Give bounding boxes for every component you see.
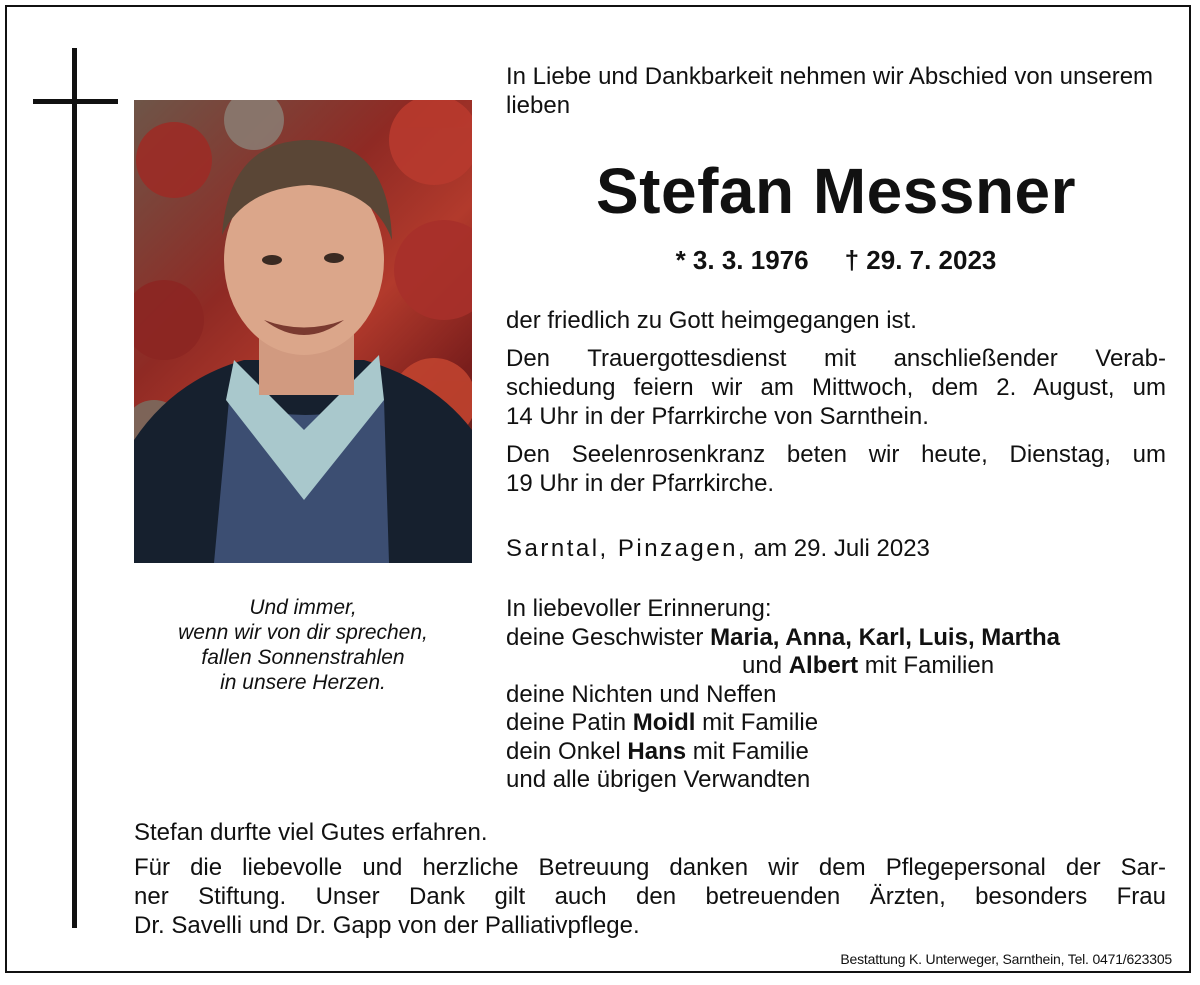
siblings-names: Maria, Anna, Karl, Luis, Martha	[710, 623, 1060, 651]
siblings-prefix: deine Geschwister	[506, 623, 704, 651]
mourners-nieces: deine Nichten und Neffen	[506, 680, 777, 708]
thanks-line: ner Stiftung. Unser Dank gilt auch den betreuenden Ärzten, besonders Frau	[134, 883, 1166, 910]
intro-text: In Liebe und Dankbarkeit nehmen wir Abschied von unserem lieben	[506, 63, 1154, 119]
cross-vertical-bar	[72, 48, 77, 928]
quote-line: wenn wir von dir sprechen,	[178, 621, 428, 644]
thanks-line: Dr. Savelli und Dr. Gapp von der Palliativpflege.	[134, 912, 640, 939]
thanks-line: Für die liebevolle und herzliche Betreuung danken wir dem Pflegepersonal der Sar-	[134, 854, 1166, 881]
cross-horizontal-bar	[33, 99, 118, 104]
service-line: 14 Uhr in der Pfarrkirche von Sarnthein.	[506, 403, 929, 430]
mourners-godmother	[506, 709, 1166, 738]
service-line: Den Trauergottesdienst mit anschließender Verab-	[506, 345, 1166, 372]
thanks-intro: Stefan durfte viel Gutes erfahren.	[134, 819, 488, 846]
mourners-siblings-cont	[506, 652, 1166, 681]
siblings-last: Albert	[788, 652, 859, 679]
uncle-prefix: dein Onkel	[506, 737, 621, 765]
rosary-line: Den Seelenrosenkranz beten wir heute, Dienstag, um	[506, 441, 1166, 468]
thanks-text	[134, 853, 1166, 940]
mourners-heading: In liebevoller Erinnerung:	[506, 595, 772, 622]
quote-line: in unsere Herzen.	[220, 671, 386, 694]
passing-text: der friedlich zu Gott heimgegangen ist.	[506, 307, 917, 334]
portrait-photo	[134, 100, 472, 563]
memorial-quote	[134, 595, 472, 695]
mourners-list	[506, 595, 1166, 795]
mourners-others: und alle übrigen Verwandten	[506, 766, 811, 793]
siblings-suffix: mit Familien	[864, 652, 995, 679]
uncle-suffix: mit Familie	[692, 737, 809, 765]
portrait-illustration	[134, 100, 472, 563]
undertaker-credit: Bestattung K. Unterweger, Sarnthein, Tel. 0471/623305	[840, 951, 1172, 967]
quote-line: fallen Sonnenstrahlen	[201, 646, 405, 669]
mourners-siblings	[506, 624, 1166, 653]
quote-line: Und immer,	[249, 596, 357, 619]
godmother-prefix: deine Patin	[506, 709, 627, 736]
rosary-text	[506, 440, 1166, 498]
service-line: schiedung feiern wir am Mittwoch, dem 2. August, um	[506, 374, 1166, 401]
place-location: Sarntal, Pinzagen,	[506, 535, 748, 562]
rosary-line: 19 Uhr in der Pfarrkirche.	[506, 470, 775, 497]
siblings-and: und	[742, 652, 783, 679]
birth-date: * 3. 3. 1976	[675, 245, 809, 275]
place-date-text: am 29. Juli 2023	[753, 535, 930, 562]
godmother-name: Moidl	[632, 709, 696, 736]
deceased-name: Stefan Messner	[595, 155, 1077, 227]
funeral-service-text	[506, 344, 1166, 431]
uncle-name: Hans	[627, 737, 687, 765]
death-date: † 29. 7. 2023	[844, 245, 997, 275]
godmother-suffix: mit Familie	[702, 709, 819, 736]
life-dates	[506, 244, 1166, 276]
mourners-uncle	[506, 738, 1166, 767]
place-date	[506, 534, 1166, 563]
